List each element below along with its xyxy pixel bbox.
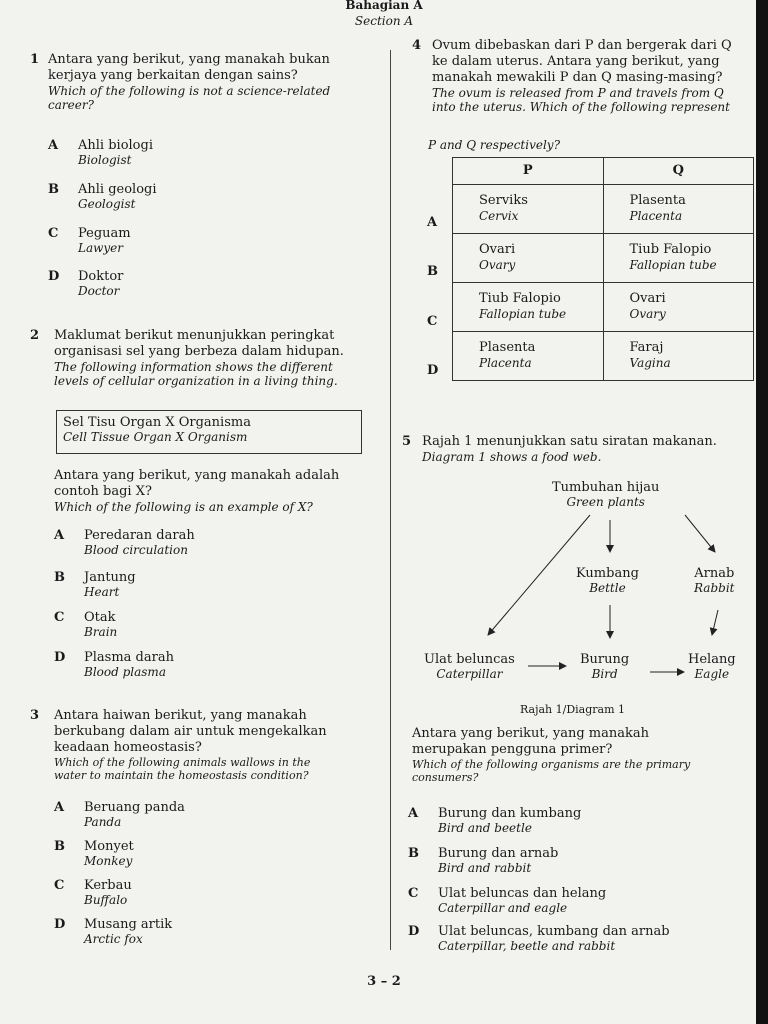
question-text-ms: Rajah 1 menunjukkan satu siratan makanan. <box>422 434 717 449</box>
table-row <box>453 283 754 332</box>
question-text-ms: Antara yang berikut, yang manakah <box>412 726 650 741</box>
question-text-ms: organisasi sel yang berbeza dalam hidupan. <box>54 343 344 359</box>
option-c[interactable]: C <box>427 314 438 329</box>
table-row <box>453 234 754 283</box>
part-heading: Bahagian A <box>345 0 423 12</box>
table-cell-p: Tiub Falopio Fallopian tube <box>453 283 604 332</box>
question-number: 2 <box>30 328 40 343</box>
question-text-en: career? <box>48 98 94 113</box>
node-caterpillar: Ulat beluncas Caterpillar <box>424 652 515 681</box>
diagram-caption: Rajah 1/Diagram 1 <box>520 703 626 716</box>
question-text-en: Which of the following organisms are the primary <box>412 757 691 771</box>
question-text-en: The following information shows the different <box>54 359 333 374</box>
column-divider <box>390 50 391 950</box>
question-text-ms: Ovum dibebaskan dari P dan bergerak dari Q <box>432 38 732 53</box>
question-text-ms: merupakan pengguna primer? <box>412 741 613 757</box>
column-header-p: P <box>453 158 604 185</box>
question-text-ms: contoh bagi X? <box>54 483 152 499</box>
question-text-ms: Antara yang berikut, yang manakah adalah <box>54 468 340 483</box>
arrow-plants-rabbit <box>685 515 715 552</box>
page-number: 3 – 2 <box>367 974 401 989</box>
question-text-en: into the uterus. Which of the following represent <box>432 100 730 115</box>
question-text-ms: keadaan homeostasis? <box>54 739 202 755</box>
table-header-row <box>453 158 754 185</box>
question-text-ms: ke dalam uterus. Antara yang berikut, yang <box>432 53 720 69</box>
question-2-prompt <box>54 468 374 514</box>
question-5-prompt <box>412 726 756 785</box>
table-cell-q: Tiub Falopio Fallopian tube <box>603 234 754 283</box>
levels-en: Cell Tissue Organ X Organism <box>63 430 248 444</box>
question-text-en: water to maintain the homeostasis condition? <box>54 768 309 782</box>
question-2-options: A Peredaran darah Blood circulation B Jantung Heart C Otak Brain D Plasma darah Blood plasma <box>54 528 195 679</box>
question-number: 5 <box>402 434 412 449</box>
question-text-en: P and Q respectively? <box>428 138 561 152</box>
question-text-ms: Maklumat berikut menunjukkan peringkat <box>54 328 335 343</box>
table-cell-q: Plasenta Placenta <box>603 185 754 234</box>
node-green-plants: Tumbuhan hijau Green plants <box>552 480 660 509</box>
table-row <box>453 332 754 381</box>
organisation-levels-box <box>56 410 362 454</box>
question-text-ms: kerjaya yang berkaitan dengan sains? <box>48 67 298 83</box>
question-text-en: levels of cellular organization in a living thing. <box>54 374 338 389</box>
table-row <box>453 185 754 234</box>
question-text-en: Which of the following animals wallows in the <box>54 755 311 769</box>
question-text-ms: Antara haiwan berikut, yang manakah <box>54 708 307 723</box>
table-cell-p: Ovari Ovary <box>453 234 604 283</box>
question-number: 1 <box>30 52 40 67</box>
question-text-en: Which of the following is not a science-related <box>48 83 331 98</box>
table-cell-q: Ovari Ovary <box>603 283 754 332</box>
page-edge-shadow <box>756 0 768 1024</box>
question-number: 4 <box>412 38 422 53</box>
question-text-en: Diagram 1 shows a food web. <box>422 449 602 464</box>
question-text-en: Which of the following is an example of X? <box>54 499 313 514</box>
node-rabbit: Arnab Rabbit <box>694 566 735 595</box>
column-header-q: Q <box>603 158 754 185</box>
arrow-plants-caterpillar <box>488 515 590 635</box>
question-text-en: consumers? <box>412 771 479 785</box>
table-cell-q: Faraj Vagina <box>603 332 754 381</box>
question-text-ms: Antara yang berikut, yang manakah bukan <box>48 52 330 67</box>
node-eagle: Helang Eagle <box>688 652 736 681</box>
node-bird: Burung Bird <box>580 652 630 681</box>
arrow-rabbit-eagle <box>712 610 718 635</box>
levels-ms: Sel Tisu Organ X Organisma <box>63 415 251 430</box>
question-number: 3 <box>30 708 40 723</box>
question-text-ms: manakah mewakili P dan Q masing-masing? <box>432 69 723 85</box>
question-5-options: A Burung dan kumbang Bird and beetle B Burung dan arnab Bird and rabbit C Ulat beluncas dan helang Caterpillar and eagle D Ulat beluncas, kumbang dan arnab Caterpillar, beetle and rabbit <box>408 806 670 953</box>
node-beetle: Kumbang Bettle <box>576 566 639 595</box>
question-text-en: The ovum is released from P and travels from Q <box>432 85 724 100</box>
table-cell-p: Plasenta Placenta <box>453 332 604 381</box>
section-heading: Section A <box>354 14 414 28</box>
question-text-ms: berkubang dalam air untuk mengekalkan <box>54 723 327 739</box>
organ-table <box>452 157 754 381</box>
option-a[interactable]: A <box>427 215 438 230</box>
option-b[interactable]: B <box>427 264 438 279</box>
question-3-options: A Beruang panda Panda B Monyet Monkey C Kerbau Buffalo D Musang artik Arctic fox <box>54 800 185 946</box>
table-cell-p: Serviks Cervix <box>453 185 604 234</box>
option-d[interactable]: D <box>427 363 439 378</box>
